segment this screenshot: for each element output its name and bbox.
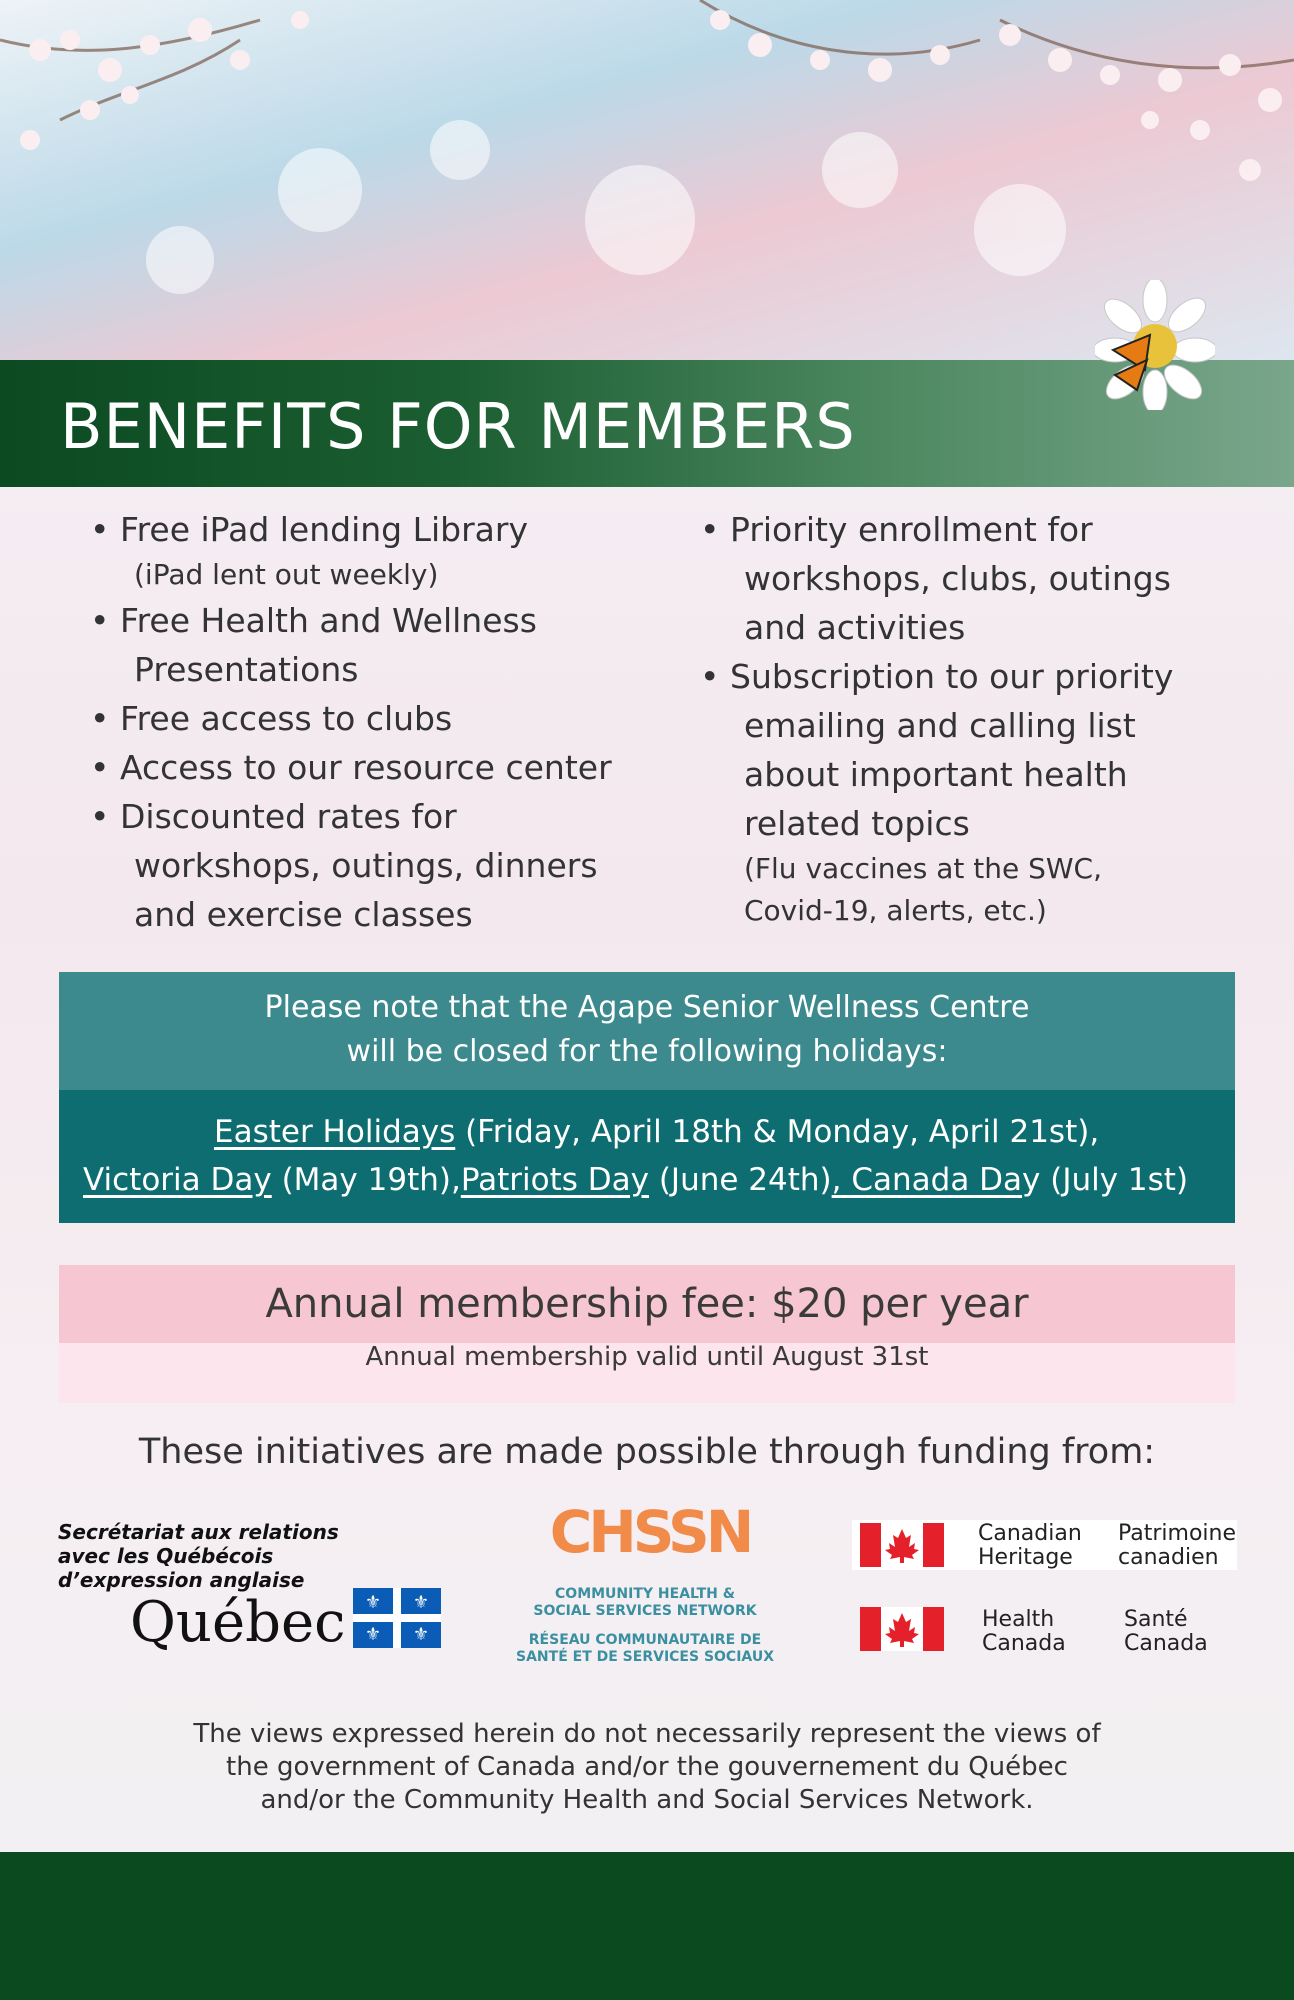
secretariat-line: Secrétariat aux relations (58, 1520, 339, 1544)
victoria-day-link[interactable]: Victoria Day (83, 1162, 272, 1198)
chssn-fr-line: SANTÉ ET DE SERVICES SOCIAUX (516, 1649, 774, 1665)
benefit-text: • Priority enrollment for (730, 510, 1093, 549)
notice-line-2: will be closed for the following holidays: (346, 1034, 948, 1069)
holiday-row-2 (83, 1158, 1188, 1202)
easter-holidays-link[interactable]: Easter Holidays (214, 1114, 456, 1150)
canadian-heritage-label (978, 1522, 1082, 1570)
funding-title: These initiatives are made possible through funding from: (138, 1432, 1156, 1472)
benefit-text: emailing and calling list (744, 706, 1136, 745)
benefit-item (700, 652, 1260, 932)
svg-text:⚜: ⚜ (364, 1624, 382, 1645)
holiday-list (59, 1090, 1235, 1223)
health-canada-label (982, 1608, 1066, 1656)
health-en-line: Canada (982, 1631, 1066, 1656)
disclaimer-line: The views expressed herein do not necessarily represent the views of (193, 1719, 1101, 1749)
benefit-text: • Discounted rates for (120, 797, 457, 836)
benefit-text: related topics (744, 804, 970, 843)
page-title: BENEFITS FOR MEMBERS (60, 390, 856, 463)
benefit-text: and activities (744, 608, 966, 647)
agape-logo (1095, 280, 1215, 410)
patriots-dates: (June 24th) (648, 1162, 832, 1198)
chssn-en-line: COMMUNITY HEALTH & (555, 1586, 735, 1602)
benefit-text: • Free access to clubs (120, 699, 453, 738)
chssn-english-name (495, 1586, 795, 1620)
quebec-flag-icon (353, 1588, 441, 1648)
easter-dates: (Friday, April 18th & Monday, April 21st), (455, 1114, 1100, 1150)
disclaimer-line: and/or the Community Health and Social Services Network. (260, 1785, 1034, 1815)
health-en-line: Health (982, 1607, 1055, 1632)
canada-dates: y (July 1st) (1022, 1162, 1189, 1198)
benefit-item (90, 596, 650, 694)
health-fr-line: Santé (1124, 1607, 1188, 1632)
disclaimer (0, 1718, 1294, 1817)
heritage-en-line: Heritage (978, 1545, 1073, 1570)
benefit-text: workshops, clubs, outings (744, 559, 1171, 598)
heritage-en-line: Canadian (978, 1521, 1082, 1546)
benefit-text: • Free iPad lending Library (120, 510, 529, 549)
health-fr-line: Canada (1124, 1631, 1208, 1656)
notice-line-1: Please note that the Agape Senior Wellness Centre (264, 990, 1030, 1025)
benefits-list-right (700, 505, 1260, 932)
svg-text:⚜: ⚜ (412, 1624, 430, 1645)
canada-day-link[interactable]: , Canada Da (831, 1162, 1023, 1198)
footer-bar (0, 1852, 1294, 2000)
benefit-note: (Flu vaccines at the SWC, (744, 852, 1103, 885)
victoria-dates: (May 19th), (271, 1162, 461, 1198)
benefit-item (90, 792, 650, 939)
holiday-row-1 (214, 1110, 1099, 1154)
heritage-fr-line: canadien (1118, 1545, 1219, 1570)
benefit-item (700, 505, 1260, 652)
holiday-notice-header (59, 972, 1235, 1090)
secretariat-text (58, 1520, 339, 1592)
chssn-logo (525, 1500, 775, 1564)
sante-canada-label (1124, 1608, 1208, 1656)
membership-fee-box (59, 1265, 1235, 1403)
benefit-text: • Free Health and Wellness (120, 601, 537, 640)
benefit-text: • Subscription to our priority (730, 657, 1174, 696)
disclaimer-line: the government of Canada and/or the gouvernement du Québec (226, 1752, 1068, 1782)
patrimoine-canadien-label (1118, 1522, 1236, 1570)
svg-text:⚜: ⚜ (364, 1592, 382, 1613)
canada-flag-icon (860, 1607, 944, 1651)
benefit-item (90, 743, 650, 792)
benefit-note: Covid-19, alerts, etc.) (744, 894, 1047, 927)
secretariat-line: avec les Québécois (58, 1544, 274, 1568)
benefit-note: (iPad lent out weekly) (134, 558, 439, 591)
benefit-item (90, 505, 650, 596)
secretariat-line: d’expression anglaise (58, 1568, 305, 1592)
patriots-day-link[interactable]: Patriots Day (460, 1162, 649, 1198)
chssn-en-line: SOCIAL SERVICES NETWORK (533, 1603, 757, 1619)
quebec-wordmark: Québec (130, 1590, 346, 1655)
svg-text:⚜: ⚜ (412, 1592, 430, 1613)
membership-validity: Annual membership valid until August 31st (59, 1343, 1235, 1403)
benefit-text: and exercise classes (134, 895, 473, 934)
chssn-french-name (495, 1632, 795, 1666)
benefit-text: workshops, outings, dinners (134, 846, 598, 885)
benefit-item (90, 694, 650, 743)
chssn-logo-text: CHSSN (549, 1500, 751, 1564)
benefit-text: • Access to our resource center (120, 748, 612, 787)
benefits-list-left (90, 505, 650, 939)
heritage-fr-line: Patrimoine (1118, 1521, 1237, 1546)
membership-fee: Annual membership fee: $20 per year (59, 1265, 1235, 1343)
benefit-text: about important health (744, 755, 1128, 794)
canada-flag-icon (860, 1523, 944, 1567)
chssn-fr-line: RÉSEAU COMMUNAUTAIRE DE (528, 1632, 762, 1648)
benefit-text: Presentations (134, 650, 359, 689)
